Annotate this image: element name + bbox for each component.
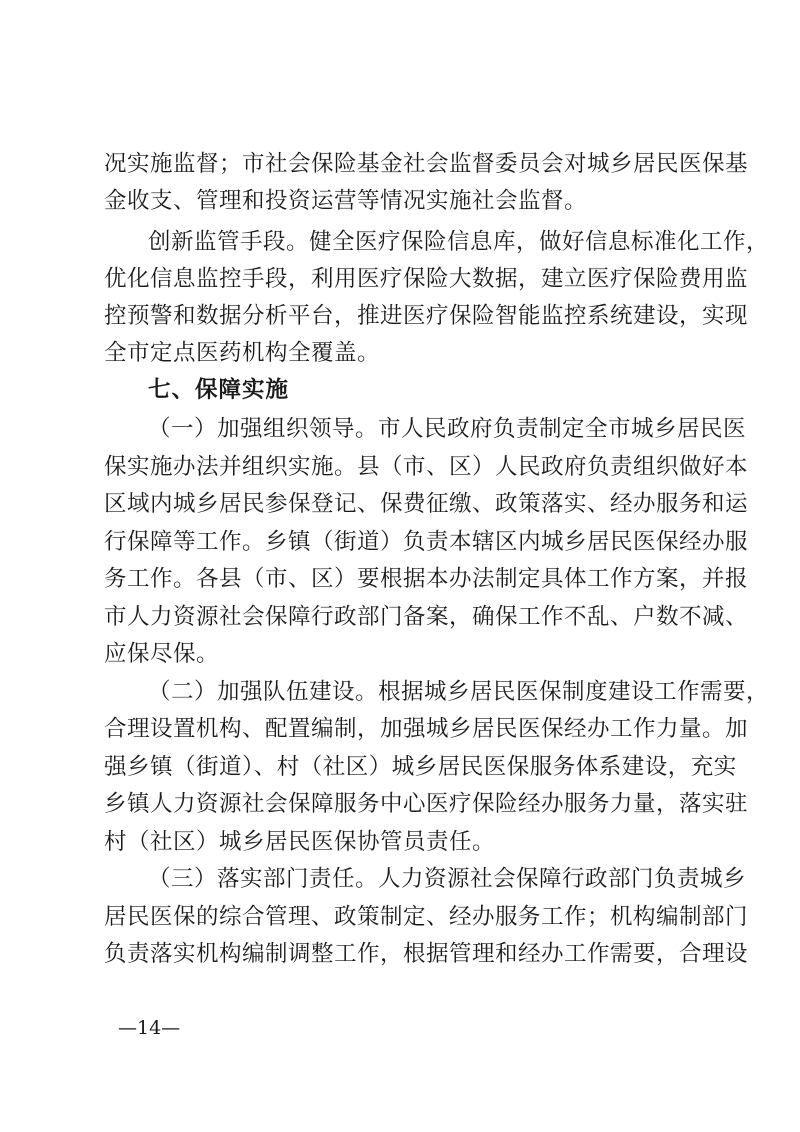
- text-line: 控预警和数据分析平台，推进医疗保险智能监控系统建设，实现: [104, 303, 749, 329]
- text-line: （一）加强组织领导。市人民政府负责制定全市城乡居民医: [148, 416, 747, 442]
- text-line: 行保障等工作。乡镇（街道）负责本辖区内城乡居民医保经办服: [104, 529, 749, 555]
- text-line: 区域内城乡居民参保登记、保费征缴、政策落实、经办服务和运: [104, 491, 749, 517]
- text-line: 保实施办法并组织实施。县（市、区）人民政府负责组织做好本: [104, 454, 749, 480]
- text-line: 负责落实机构编制调整工作，根据管理和经办工作需要，合理设: [104, 941, 749, 967]
- text-line: 全市定点医药机构全覆盖。: [104, 340, 381, 366]
- text-line: 乡镇人力资源社会保障服务中心医疗保险经办服务力量，落实驻: [104, 791, 749, 817]
- text-line: 市人力资源社会保障行政部门备案，确保工作不乱、户数不减、: [104, 604, 749, 630]
- text-line: 应保尽保。: [104, 641, 220, 667]
- text-line: 金收支、管理和投资运营等情况实施社会监督。: [104, 188, 588, 214]
- text-line: 况实施监督；市社会保险基金社会监督委员会对城乡居民医保基: [104, 151, 749, 177]
- text-line: 合理设置机构、配置编制，加强城乡居民医保经办工作力量。加: [104, 716, 749, 742]
- text-line: 务工作。各县（市、区）要根据本办法制定具体工作方案，并报: [104, 566, 749, 592]
- text-line: 优化信息监控手段，利用医疗保险大数据，建立医疗保险费用监: [104, 266, 749, 292]
- page-number: —14—: [118, 1017, 181, 1039]
- text-line: （二）加强队伍建设。根据城乡居民医保制度建设工作需要，: [148, 679, 770, 705]
- text-line: 村（社区）城乡居民医保协管员责任。: [104, 829, 496, 855]
- text-line: 居民医保的综合管理、政策制定、经办服务工作；机构编制部门: [104, 904, 749, 930]
- text-line: 强乡镇（街道）、村（社区）城乡居民医保服务体系建设，充实: [104, 754, 737, 780]
- text-line: 创新监管手段。健全医疗保险信息库，做好信息标准化工作，: [148, 229, 770, 255]
- section-heading: 七、保障实施: [148, 377, 290, 403]
- text-line: （三）落实部门责任。人力资源社会保障行政部门负责城乡: [148, 866, 747, 892]
